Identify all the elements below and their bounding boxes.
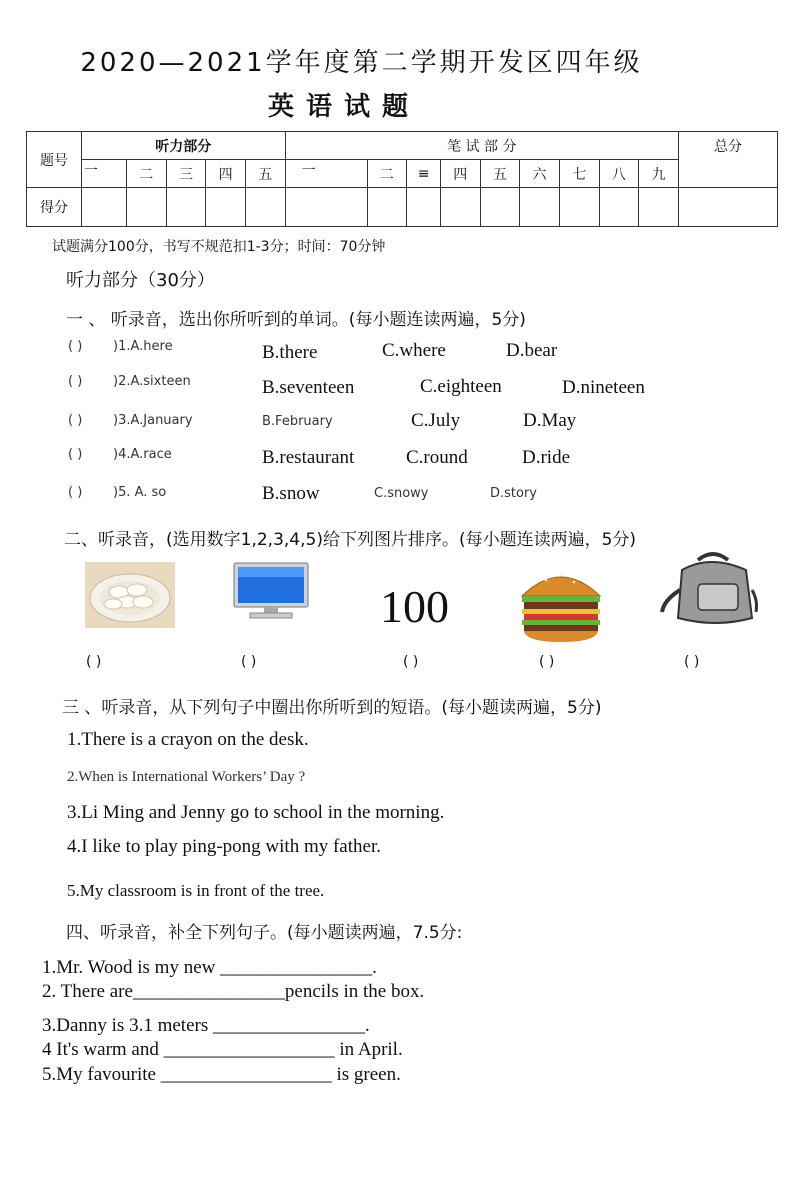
score-cell <box>367 188 407 227</box>
written-header: 笔 试 部 分 <box>285 132 678 160</box>
written-num: 一 <box>285 160 367 188</box>
sec3-sentence: 2.When is International Workers’ Day ? <box>67 769 306 785</box>
answer-paren: ( ) <box>68 447 83 462</box>
option-c: C.where <box>382 340 446 361</box>
score-cell <box>559 188 599 227</box>
score-cell <box>82 188 127 227</box>
total-cell <box>679 188 778 227</box>
option-b: B.February <box>262 414 333 429</box>
option-c: C.round <box>406 447 468 468</box>
score-cell <box>520 188 560 227</box>
score-cell <box>440 188 480 227</box>
listening-title: 听力部分（30分） <box>66 270 215 291</box>
order-blank: ( ) <box>86 654 102 670</box>
written-num: 八 <box>599 160 639 188</box>
option-a: )5. A. so <box>113 485 167 500</box>
option-b: B.restaurant <box>262 447 355 468</box>
written-num: 五 <box>480 160 520 188</box>
option-c: C.snowy <box>374 486 429 501</box>
option-d: D.ride <box>522 447 571 468</box>
option-d: D.story <box>490 486 538 501</box>
score-table <box>26 131 778 227</box>
listening-header: 听力部分 <box>82 132 286 160</box>
option-d: D.bear <box>506 340 558 361</box>
sec4-sentence: 4 It's warm and __________________ in April. <box>42 1039 403 1060</box>
schoolbag-picture <box>658 550 760 628</box>
answer-paren: ( ) <box>68 339 83 354</box>
written-num: 二 <box>367 160 407 188</box>
order-blank: ( ) <box>539 654 555 670</box>
listening-num: 四 <box>206 160 246 188</box>
computer-picture <box>232 562 310 622</box>
sec1-title: 一 、 听录音，选出你所听到的单词。(每小题连读两遍，5分) <box>66 310 526 330</box>
sec4-sentence: 3.Danny is 3.1 meters ________________. <box>42 1015 370 1036</box>
option-c: C.eighteen <box>420 376 502 397</box>
sec3-sentence: 4.I like to play ping-pong with my father. <box>67 836 381 857</box>
dumplings-picture <box>85 562 175 628</box>
written-num: 四 <box>440 160 480 188</box>
score-cell <box>480 188 520 227</box>
exam-title: 2020—2021学年度第二学期开发区四年级 <box>80 48 643 78</box>
score-cell <box>166 188 206 227</box>
answer-paren: ( ) <box>68 413 83 428</box>
sec4-sentence: 1.Mr. Wood is my new ________________. <box>42 957 377 978</box>
option-a: )1.A.here <box>113 339 173 354</box>
listening-num: 五 <box>245 160 285 188</box>
score-cell <box>407 188 441 227</box>
order-blank: ( ) <box>403 654 419 670</box>
order-blank: ( ) <box>241 654 257 670</box>
exam-note: 试题满分100分，书写不规范扣1-3分；时间：70分钟 <box>52 239 386 255</box>
defen-label: 得分 <box>27 188 82 227</box>
option-a: )2.A.sixteen <box>113 374 191 389</box>
written-num: ≡ <box>407 160 441 188</box>
sec2-title: 二、听录音，(选用数字1,2,3,4,5)给下列图片排序。(每小题连读两遍，5分) <box>64 530 637 550</box>
written-num: 六 <box>520 160 560 188</box>
option-a: )4.A.race <box>113 447 172 462</box>
tihao-label: 题号 <box>27 132 82 188</box>
option-d: D.May <box>523 410 577 431</box>
score-cell <box>206 188 246 227</box>
number-picture: 100 <box>380 581 449 632</box>
order-blank: ( ) <box>684 654 700 670</box>
score-cell <box>599 188 639 227</box>
listening-num: 二 <box>126 160 166 188</box>
option-a: )3.A.January <box>113 413 193 428</box>
score-cell <box>126 188 166 227</box>
written-num: 九 <box>639 160 679 188</box>
sec3-sentence: 5.My classroom is in front of the tree. <box>67 881 325 900</box>
sec3-sentence: 1.There is a crayon on the desk. <box>67 729 309 750</box>
option-b: B.there <box>262 342 318 363</box>
sec4-sentence: 2. There are________________pencils in the box. <box>42 981 425 1002</box>
sec4-title: 四、听录音，补全下列句子。(每小题读两遍，7.5分: <box>66 923 463 943</box>
answer-paren: ( ) <box>68 485 83 500</box>
score-cell <box>245 188 285 227</box>
sec4-sentence: 5.My favourite __________________ is green. <box>42 1064 401 1085</box>
option-d: D.nineteen <box>562 377 645 398</box>
answer-paren: ( ) <box>68 374 83 389</box>
total-label: 总分 <box>679 132 778 188</box>
option-b: B.snow <box>262 483 320 504</box>
listening-num: 三 <box>166 160 206 188</box>
exam-subtitle: 英语试题 <box>268 92 421 122</box>
listening-num: 一 <box>82 160 127 188</box>
score-cell <box>285 188 367 227</box>
sec3-sentence: 3.Li Ming and Jenny go to school in the morning. <box>67 802 445 823</box>
sec3-title: 三 、听录音，从下列句子中圈出你所听到的短语。(每小题读两遍，5分) <box>62 698 602 718</box>
written-num: 七 <box>559 160 599 188</box>
option-b: B.seventeen <box>262 377 355 398</box>
score-cell <box>639 188 679 227</box>
option-c: C.July <box>411 410 461 431</box>
hamburger-picture <box>516 562 606 644</box>
